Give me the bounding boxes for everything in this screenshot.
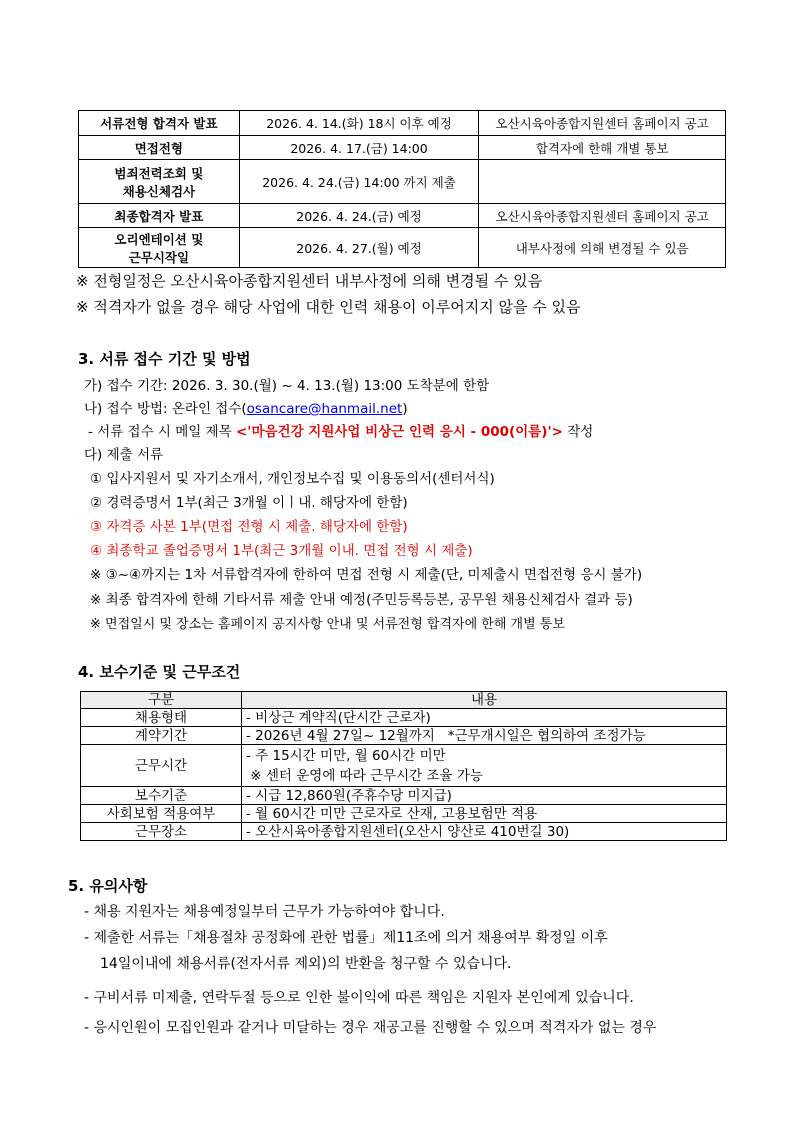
condition-value: - 2026년 4월 27일~ 12월까지 *근무개시일은 협의하여 조정가능 bbox=[242, 727, 727, 745]
schedule-label-line: 오리엔테이션 및 bbox=[114, 231, 204, 247]
schedule-label: 최종합격자 발표 bbox=[79, 204, 240, 228]
condition-key: 보수기준 bbox=[81, 787, 242, 805]
table-header-row bbox=[81, 692, 727, 709]
condition-value bbox=[242, 745, 727, 787]
doc-item: ③ 자격증 사본 1부(면접 전형 시 제출. 해당자에 한함) bbox=[90, 519, 408, 535]
schedule-table bbox=[78, 110, 726, 268]
condition-value-line: - 주 15시간 미만, 월 60시간 미만 bbox=[246, 747, 446, 764]
schedule-note: 합격자에 한해 개별 통보 bbox=[479, 136, 726, 160]
schedule-note-line: ※ 적격자가 없을 경우 해당 사업에 대한 인력 채용이 이루어지지 않을 수 있음 bbox=[76, 298, 581, 316]
schedule-label-line: 채용신체검사 bbox=[122, 183, 196, 199]
doc-note: ※ 면접일시 및 장소는 홈페이지 공지사항 안내 및 서류전형 합격자에 한해 개별 통보 bbox=[90, 617, 565, 632]
table-row bbox=[81, 823, 727, 841]
docs-heading: 다) 제출 서류 bbox=[84, 447, 164, 463]
condition-value: - 오산시육아종합지원센터(오산시 양산로 410번길 30) bbox=[242, 823, 727, 841]
condition-value: - 시급 12,860원(주휴수당 미지급) bbox=[242, 787, 727, 805]
table-row bbox=[81, 787, 727, 805]
notice-item: - 구비서류 미제출, 연락두절 등으로 인한 불이익에 따른 책임은 지원자 본인에게 있습니다. bbox=[84, 990, 634, 1006]
table-row bbox=[81, 745, 727, 787]
receipt-period: 가) 접수 기간: 2026. 3. 30.(월) ~ 4. 13.(월) 13:00 도착분에 한함 bbox=[84, 378, 490, 394]
schedule-label-line: 범죄전력조회 및 bbox=[114, 165, 204, 181]
condition-value: - 월 60시간 미만 근로자로 산재, 고용보험만 적용 bbox=[242, 805, 727, 823]
pay-conditions-table bbox=[80, 691, 727, 841]
table-row bbox=[79, 136, 726, 160]
notice-item: 14일이내에 채용서류(전자서류 제외)의 반환을 청구할 수 있습니다. bbox=[100, 956, 512, 972]
condition-key: 계약기간 bbox=[81, 727, 242, 745]
email-link[interactable]: osancare@hanmail.net bbox=[246, 401, 403, 417]
table-row bbox=[79, 204, 726, 228]
table-row bbox=[79, 228, 726, 268]
schedule-date: 2026. 4. 14.(화) 18시 이후 예정 bbox=[239, 111, 479, 136]
doc-note: ※ 최종 합격자에 한해 기타서류 제출 안내 예정(주민등록등본, 공무원 채용신체검사 결과 등) bbox=[90, 592, 633, 608]
mail-subject-line bbox=[88, 420, 593, 440]
subject-suffix: 작성 bbox=[562, 424, 594, 440]
schedule-date: 2026. 4. 17.(금) 14:00 bbox=[239, 136, 479, 160]
condition-key: 채용형태 bbox=[81, 709, 242, 727]
notice-item: - 응시인원이 모집인원과 같거나 미달하는 경우 재공고를 진행할 수 있으며 적격자가 없는 경우 bbox=[84, 1020, 657, 1036]
table-row bbox=[79, 111, 726, 136]
doc-item: ④ 최종학교 졸업증명서 1부(최근 3개월 이내. 면접 전형 시 제출) bbox=[90, 543, 473, 559]
receipt-method bbox=[84, 397, 408, 417]
notice-item: - 채용 지원자는 채용예정일부터 근무가 가능하여야 합니다. bbox=[84, 904, 445, 920]
table-row bbox=[79, 160, 726, 204]
schedule-label-line: 근무시작일 bbox=[128, 249, 190, 265]
method-prefix: 나) 접수 방법: 온라인 접수( bbox=[84, 401, 247, 417]
section3-heading: 3. 서류 접수 기간 및 방법 bbox=[78, 350, 251, 368]
schedule-label bbox=[79, 160, 240, 204]
table-row bbox=[81, 709, 727, 727]
section4-heading: 4. 보수기준 및 근무조건 bbox=[78, 663, 241, 681]
schedule-note-line: ※ 전형일정은 오산시육아종합지원센터 내부사정에 의해 변경될 수 있음 bbox=[76, 272, 543, 290]
table-row bbox=[81, 805, 727, 823]
schedule-note: 오산시육아종합지원센터 홈페이지 공고 bbox=[479, 204, 726, 228]
condition-value-line: ※ 센터 운영에 따라 근무시간 조율 가능 bbox=[246, 767, 483, 784]
doc-item: ① 입사지원서 및 자기소개서, 개인정보수집 및 이용동의서(센터서식) bbox=[90, 471, 495, 487]
header-value: 내용 bbox=[242, 692, 727, 709]
condition-key: 근무시간 bbox=[81, 745, 242, 787]
doc-item: ② 경력증명서 1부(최근 3개월 이ㅣ내. 해당자에 한함) bbox=[90, 495, 408, 511]
table-row bbox=[81, 727, 727, 745]
notice-item: - 제출한 서류는「채용절차 공정화에 관한 법률」제11조에 의거 채용여부 확정일 이후 bbox=[84, 930, 608, 946]
schedule-date: 2026. 4. 24.(금) 예정 bbox=[239, 204, 479, 228]
condition-value: - 비상근 계약직(단시간 근로자) bbox=[242, 709, 727, 727]
header-key: 구분 bbox=[81, 692, 242, 709]
schedule-note bbox=[479, 160, 726, 204]
doc-note: ※ ③~④까지는 1차 서류합격자에 한하여 면접 전형 시 제출(단, 미제출시 면접전형 응시 불가) bbox=[90, 567, 643, 583]
schedule-label: 면접전형 bbox=[79, 136, 240, 160]
schedule-note: 오산시육아종합지원센터 홈페이지 공고 bbox=[479, 111, 726, 136]
method-suffix: ) bbox=[402, 401, 408, 417]
section5-heading: 5. 유의사항 bbox=[68, 877, 148, 895]
subject-prefix: - 서류 접수 시 메일 제목 bbox=[88, 424, 236, 440]
schedule-date: 2026. 4. 27.(월) 예정 bbox=[239, 228, 479, 268]
schedule-label: 서류전형 합격자 발표 bbox=[79, 111, 240, 136]
condition-key: 근무장소 bbox=[81, 823, 242, 841]
schedule-label bbox=[79, 228, 240, 268]
condition-key: 사회보험 적용여부 bbox=[81, 805, 242, 823]
schedule-date: 2026. 4. 24.(금) 14:00 까지 제출 bbox=[239, 160, 479, 204]
schedule-note: 내부사정에 의해 변경될 수 있음 bbox=[479, 228, 726, 268]
subject-format: <'마음건강 지원사업 비상근 인력 응시 - 000(이름)'> bbox=[236, 424, 563, 440]
